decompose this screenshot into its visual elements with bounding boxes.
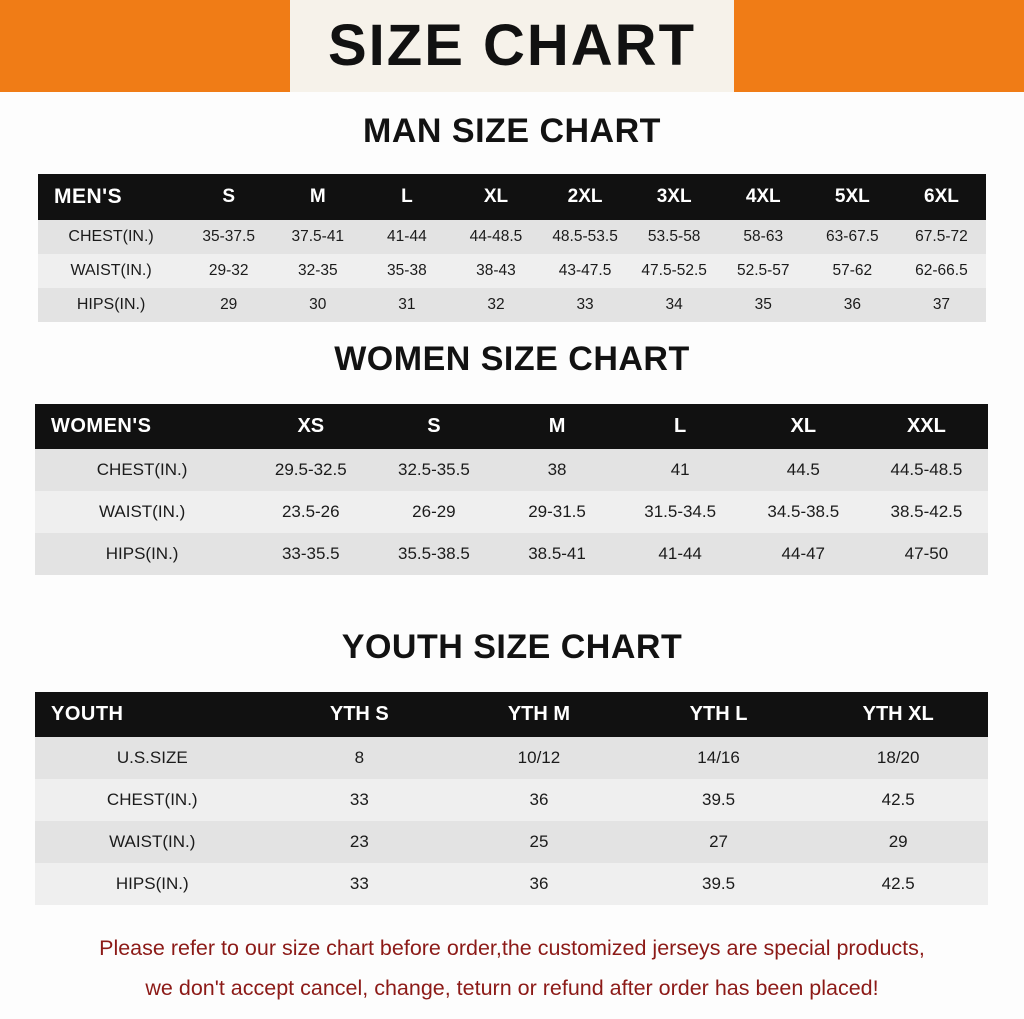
men-header-6xl: 6XL: [924, 186, 959, 207]
women-hips-xs: 33-35.5: [281, 544, 340, 563]
men-hips-m: 30: [309, 296, 327, 313]
youth-ussize-s: 8: [354, 748, 365, 767]
women-section-title: WOMEN SIZE CHART: [334, 340, 690, 378]
header-banner-inner: [0, 0, 1024, 92]
women-waist-l: 31.5-34.5: [644, 502, 717, 521]
men-header-s: S: [222, 186, 236, 207]
men-chest-m: 37.5-41: [291, 228, 345, 245]
youth-header-xl: YTH XL: [862, 703, 934, 725]
women-chest-xs: 29.5-32.5: [274, 460, 347, 479]
youth-size-table: [35, 692, 988, 905]
notice-line-2: we don't accept cancel, change, teturn or refund after order has been placed!: [145, 976, 879, 1000]
youth-waist-s: 23: [349, 832, 369, 851]
men-chest-l: 41-44: [387, 228, 427, 245]
women-header-s: S: [427, 415, 441, 437]
men-waist-m: 32-35: [297, 262, 338, 279]
youth-header-m: YTH M: [507, 703, 571, 725]
youth-waist-xl: 29: [888, 832, 908, 851]
youth-ussize-m: 10/12: [517, 748, 561, 767]
women-table-header-row: [35, 404, 988, 449]
men-waist-s: 29-32: [208, 262, 249, 279]
women-hips-xl: 44-47: [781, 544, 826, 563]
youth-hips-s: 33: [349, 874, 369, 893]
women-hips-m: 38.5-41: [528, 544, 586, 563]
youth-header-label: YOUTH: [51, 703, 124, 725]
youth-hips-l: 39.5: [702, 874, 736, 893]
women-hips-s: 35.5-38.5: [397, 544, 470, 563]
page-title: SIZE CHART: [328, 13, 696, 78]
table-row: [35, 533, 988, 575]
men-chest-2xl: 48.5-53.5: [552, 228, 618, 245]
men-header-xl: XL: [483, 186, 509, 207]
table-row: [35, 449, 988, 491]
men-chest-5xl: 63-67.5: [826, 228, 879, 245]
youth-waist-m: 25: [529, 832, 549, 851]
men-hips-xl: 32: [487, 296, 505, 313]
men-waist-xl: 38-43: [476, 262, 516, 279]
women-hips-l: 41-44: [658, 544, 702, 563]
men-hips-l: 31: [398, 296, 416, 313]
women-waist-xs: 23.5-26: [281, 502, 340, 521]
table-row: [35, 779, 988, 821]
men-header-label: MEN'S: [54, 185, 123, 208]
women-header-xs: XS: [297, 415, 325, 437]
table-row: [35, 737, 988, 779]
women-header-m: M: [548, 415, 566, 437]
youth-row-ussize-label: U.S.SIZE: [116, 748, 188, 767]
men-hips-6xl: 37: [932, 296, 951, 313]
header-banner: [0, 0, 1024, 92]
table-row: [35, 821, 988, 863]
men-row-chest-label: CHEST(IN.): [68, 228, 154, 245]
women-hips-xxl: 47-50: [904, 544, 949, 563]
men-waist-2xl: 43-47.5: [558, 262, 612, 279]
youth-row-waist-label: WAIST(IN.): [109, 832, 196, 851]
men-size-table: [38, 174, 986, 322]
men-hips-5xl: 36: [843, 296, 861, 313]
youth-hips-xl: 42.5: [881, 874, 915, 893]
table-row: [38, 254, 986, 288]
men-chest-s: 35-37.5: [202, 228, 255, 245]
men-hips-2xl: 33: [576, 296, 594, 313]
men-header-m: M: [309, 186, 326, 207]
women-chest-s: 32.5-35.5: [397, 460, 470, 479]
youth-row-chest-label: CHEST(IN.): [106, 790, 198, 809]
youth-header-l: YTH L: [689, 703, 748, 725]
men-header-4xl: 4XL: [745, 186, 781, 207]
women-waist-xl: 34.5-38.5: [767, 502, 840, 521]
men-header-5xl: 5XL: [834, 186, 870, 207]
men-hips-4xl: 35: [754, 296, 772, 313]
women-row-chest-label: CHEST(IN.): [96, 460, 188, 479]
youth-section-title: YOUTH SIZE CHART: [341, 628, 683, 666]
men-section-title: MAN SIZE CHART: [363, 112, 661, 150]
youth-table-header-row: [35, 692, 988, 737]
men-header-3xl: 3XL: [656, 186, 692, 207]
women-header-xxl: XXL: [906, 415, 946, 437]
youth-chest-s: 33: [349, 790, 369, 809]
men-header-2xl: 2XL: [567, 186, 603, 207]
men-waist-3xl: 47.5-52.5: [641, 262, 707, 279]
women-chest-l: 41: [670, 460, 690, 479]
men-hips-s: 29: [220, 296, 238, 313]
women-chest-xl: 44.5: [786, 460, 820, 479]
youth-chest-m: 36: [529, 790, 549, 809]
table-row: [35, 491, 988, 533]
men-hips-3xl: 34: [665, 296, 683, 313]
men-chest-3xl: 53.5-58: [647, 228, 701, 245]
youth-ussize-xl: 18/20: [876, 748, 920, 767]
notice-line-1: Please refer to our size chart before order,the customized jerseys are special products,: [99, 936, 925, 960]
table-row: [38, 288, 986, 322]
men-waist-5xl: 57-62: [832, 262, 873, 279]
youth-row-hips-label: HIPS(IN.): [115, 874, 189, 893]
men-waist-l: 35-38: [387, 262, 427, 279]
table-row: [38, 220, 986, 254]
women-waist-m: 29-31.5: [528, 502, 586, 521]
women-waist-s: 26-29: [412, 502, 456, 521]
women-header-xl: XL: [790, 415, 817, 437]
youth-chest-l: 39.5: [702, 790, 736, 809]
men-waist-6xl: 62-66.5: [915, 262, 968, 279]
return-policy-notice: [0, 928, 1024, 1008]
youth-waist-l: 27: [709, 832, 729, 851]
youth-ussize-l: 14/16: [697, 748, 740, 767]
men-table-header-row: [38, 174, 986, 220]
women-chest-xxl: 44.5-48.5: [890, 460, 963, 479]
men-row-waist-label: WAIST(IN.): [70, 262, 152, 279]
men-chest-xl: 44-48.5: [469, 228, 523, 245]
youth-hips-m: 36: [529, 874, 549, 893]
men-chest-6xl: 67.5-72: [915, 228, 968, 245]
men-row-hips-label: HIPS(IN.): [76, 296, 146, 313]
women-chest-m: 38: [547, 460, 567, 479]
women-header-l: L: [674, 415, 687, 437]
women-waist-xxl: 38.5-42.5: [890, 502, 963, 521]
women-row-hips-label: HIPS(IN.): [105, 544, 179, 563]
women-size-table: [35, 404, 988, 575]
men-waist-4xl: 52.5-57: [736, 262, 790, 279]
table-row: [35, 863, 988, 905]
men-header-l: L: [401, 186, 413, 207]
youth-chest-xl: 42.5: [881, 790, 915, 809]
women-header-label: WOMEN'S: [51, 415, 152, 437]
women-row-waist-label: WAIST(IN.): [98, 502, 186, 521]
youth-header-s: YTH S: [329, 703, 389, 725]
men-chest-4xl: 58-63: [743, 228, 784, 245]
